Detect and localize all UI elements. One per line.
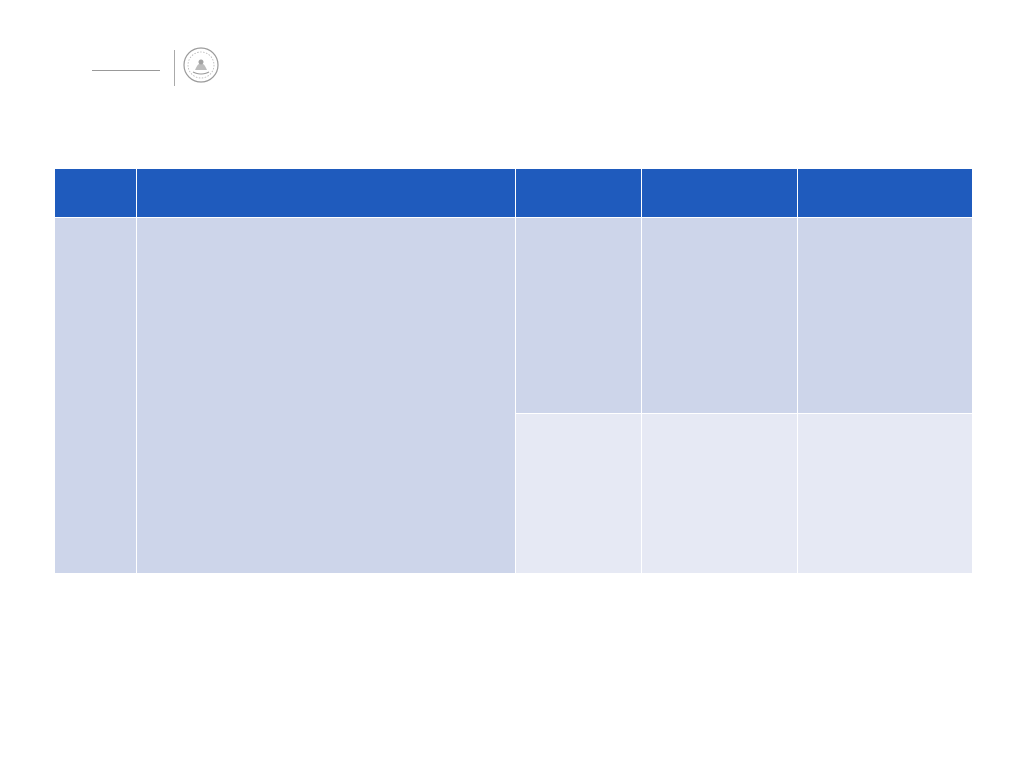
decorative-circles-icon	[898, 30, 982, 106]
header-indice	[55, 169, 137, 218]
header-monto	[516, 169, 642, 218]
cell-monto-2	[516, 414, 642, 574]
logo-divider	[174, 50, 175, 86]
cell-comentarios-1	[798, 218, 973, 414]
cell-monto-1	[516, 218, 642, 414]
cell-comentarios-2	[798, 414, 973, 574]
cell-servicios-1	[642, 218, 798, 414]
decorative-pyramid-left-icon	[32, 640, 482, 768]
table-header-row	[55, 169, 973, 218]
header-accion	[137, 169, 516, 218]
cell-accion	[137, 218, 516, 574]
logo-underline	[92, 70, 160, 71]
mexico-seal-icon	[182, 46, 220, 84]
cell-servicios-2	[642, 414, 798, 574]
decorative-pyramid-right-icon	[532, 640, 982, 768]
resource-table	[54, 168, 973, 574]
salud-logo	[40, 44, 230, 94]
header-servicios	[642, 169, 798, 218]
header-comentarios	[798, 169, 973, 218]
cell-indice	[55, 218, 137, 574]
table-row	[55, 218, 973, 414]
